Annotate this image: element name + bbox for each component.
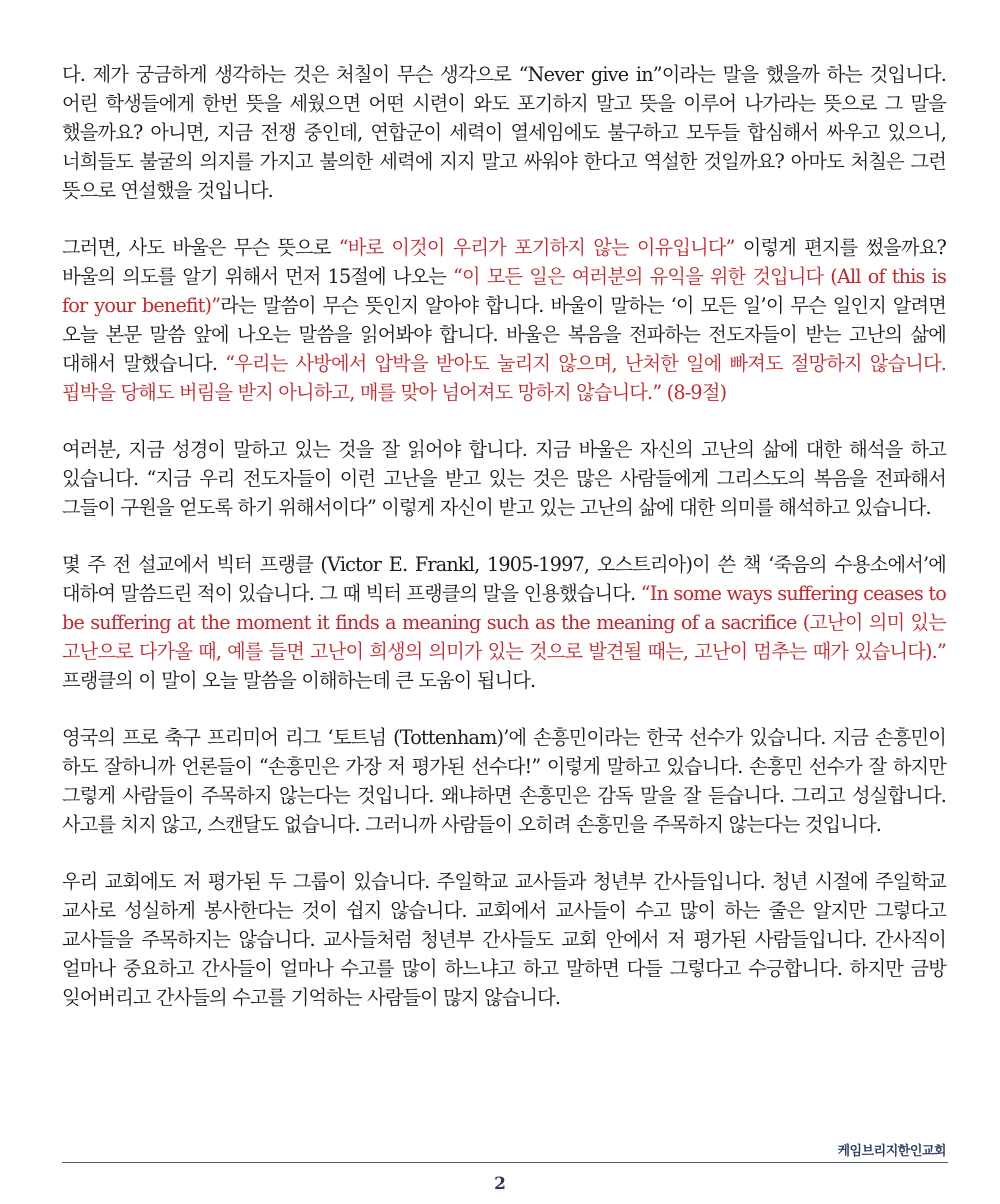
body-text: 우리 교회에도 저 평가된 두 그룹이 있습니다. 주일학교 교사들과 청년부 간사들입니다. 청년 시절에 주일학교 교사로 성실하게 봉사한다는 것이 쉽지 않습니다. 교회에서 교사들이 수고 많이 하는 줄은 알지만 그렇다고 교사들을 주목하지는 않습니다. 교사들처럼 청년부 간사들도 교회 안에서 저 평가된 사람들입니다. 간사직이 얼마나 중요하고 간사들이 얼마나 수고를 많이 하느냐고 하고 말하면 다들 그렇다고 수긍합니다. 하지만 금방 잊어버리고 간사들의 수고를 기억하는 사람들이 많지 않습니다. (62, 870, 946, 1009)
body-text: 다. 제가 궁금하게 생각하는 것은 처칠이 무슨 생각으로 “Never give in”이라는 말을 했을까 하는 것입니다. 어린 학생들에게 한번 뜻을 세웠으면 어떤 시련이 와도 포기하지 말고 뜻을 이루어 나가라는 뜻으로 그 말을 했을까요? 아니면, 지금 전쟁 중인데, 연합군이 세력이 열세임에도 불구하고 모두들 합심해서 싸우고 있으니, 너희들도 불굴의 의지를 가지고 불의한 세력에 지지 말고 싸워야 한다고 역설한 것일까요? 아마도 처칠은 그런 뜻으로 연설했을 것입니다. (62, 63, 946, 202)
paragraph-interpreting-suffering (62, 435, 946, 522)
body-text: 그러면, 사도 바울은 무슨 뜻으로 (62, 236, 339, 259)
paragraph-churchill-never-give-in (62, 60, 946, 205)
footer-church-name: 케임브리지한인교회 (837, 1144, 946, 1159)
highlighted-quote: “우리는 사방에서 압박을 받아도 눌리지 않으며, 난처한 일에 빠져도 절망하지 않습니다. 핍박을 당해도 버림을 받지 아니하고, 매를 맞아 넘어져도 망하지 않습니다.” (8-9절) (62, 352, 947, 404)
highlighted-quote: “In some ways suffering ceases to be suffering at the moment it finds a meaning such as the meaning of a sacrifice (고난이 의미 있는 고난으로 다가올 때, 예를 들면 고난이 희생의 의미가 있는 것으로 발견될 때는, 고난이 멈추는 때가 있습니다).” (62, 582, 946, 663)
sermon-page-body (62, 60, 946, 1040)
body-text: 이렇게 편지를 썼을까요? 바울의 의도를 알기 위해서 먼저 15절에 나오는 (62, 236, 946, 288)
body-text: 영국의 프로 축구 프리미어 리그 ‘토트넘 (Tottenham)’에 손흥민이라는 한국 선수가 있습니다. 지금 손흥민이 하도 잘하니까 언론들이 “손흥민은 가장 저 평가된 선수다!” 이렇게 말하고 있습니다. 손흥민 선수가 잘 하지만 그렇게 사람들이 주목하지 않는다는 것입니다. 왜냐하면 손흥민은 감독 말을 잘 듣습니다. 그리고 성실합니다. 사고를 치지 않고, 스캔달도 없습니다. 그러니까 사람들이 오히려 손흥민을 주목하지 않는다는 것입니다. (62, 726, 946, 836)
paragraph-paul-not-giving-up (62, 233, 946, 407)
body-text: 프랭클의 이 말이 오늘 말씀을 이해하는데 큰 도움이 됩니다. (62, 669, 536, 692)
highlighted-quote: “바로 이것이 우리가 포기하지 않는 이유입니다” (338, 236, 735, 259)
paragraph-viktor-frankl-quote (62, 550, 946, 695)
footer-divider (62, 1162, 948, 1163)
highlighted-quote: “이 모든 일은 여러분의 유익을 위한 것입니다 (All of this is for your benefit)” (62, 265, 946, 317)
paragraph-undervalued-teachers (62, 867, 946, 1012)
body-text: 몇 주 전 설교에서 빅터 프랭클 (Victor E. Frankl, 1905-1997, 오스트리아)이 쓴 책 ‘죽음의 수용소에서’에 대하여 말씀드린 적이 있습니다. 그 때 빅터 프랭클의 말을 인용했습니다. (62, 553, 946, 605)
paragraph-son-heung-min (62, 723, 946, 839)
page-number: 2 (494, 1174, 506, 1194)
body-text: 여러분, 지금 성경이 말하고 있는 것을 잘 읽어야 합니다. 지금 바울은 자신의 고난의 삶에 대한 해석을 하고 있습니다. “지금 우리 전도자들이 이런 고난을 받고 있는 것은 많은 사람들에게 그리스도의 복음을 전파해서 그들이 구원을 얻도록 하기 위해서이다” 이렇게 자신이 받고 있는 고난의 삶에 대한 의미를 해석하고 있습니다. (62, 438, 946, 519)
body-text: 라는 말씀이 무슨 뜻인지 알아야 합니다. 바울이 말하는 ‘이 모든 일’이 무슨 일인지 알려면 오늘 본문 말씀 앞에 나오는 말씀을 읽어봐야 합니다. 바울은 복음을 전파하는 전도자들이 받는 고난의 삶에 대해서 말했습니다. (62, 294, 947, 375)
